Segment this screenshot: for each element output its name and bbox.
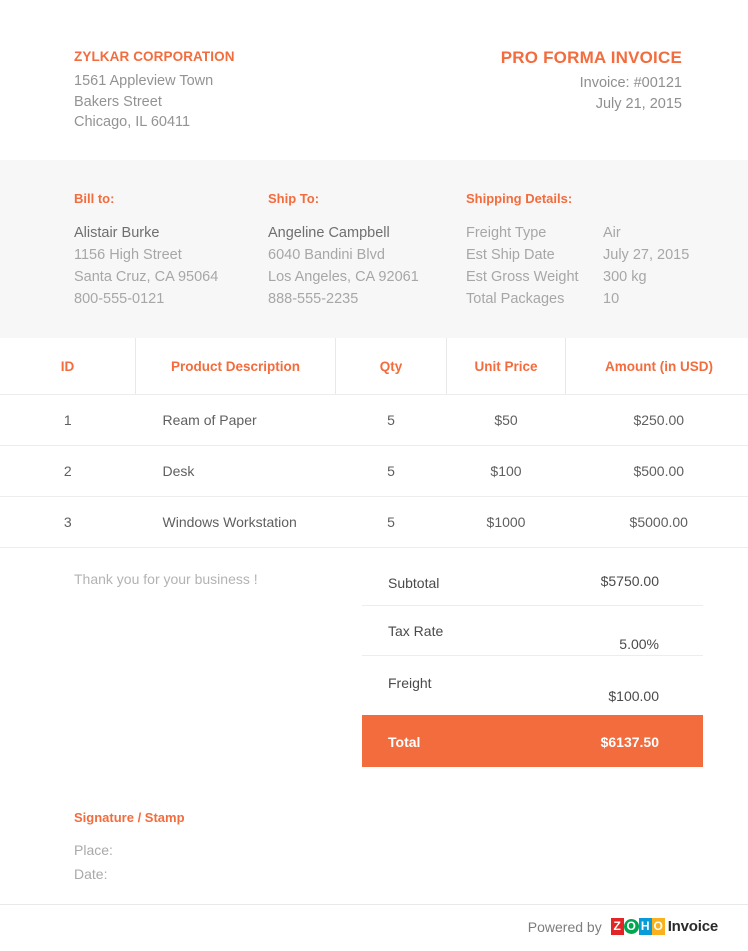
table-row — [0, 497, 748, 548]
cell-unit-price: $50 — [447, 395, 566, 446]
company-name: ZYLKAR CORPORATION — [74, 49, 235, 64]
line-items-body — [0, 395, 748, 548]
cell-amount: $250.00 — [566, 395, 748, 446]
invoice-number: Invoice: #00121 — [579, 75, 682, 91]
bill-to-line: 1156 High Street — [74, 247, 182, 263]
shipping-detail-value: 300 kg — [603, 269, 647, 285]
freight-value: $100.00 — [608, 688, 659, 704]
invoice-header — [0, 0, 748, 160]
column-header-description: Product Description — [136, 338, 336, 395]
bill-to-phone: 800-555-0121 — [74, 291, 165, 307]
totals-block — [362, 556, 703, 705]
cell-description: Ream of Paper — [136, 395, 336, 446]
tax-rate-label: Tax Rate — [388, 623, 444, 639]
cell-description: Desk — [136, 446, 336, 497]
sender-block — [74, 47, 235, 133]
cell-unit-price: $100 — [447, 446, 566, 497]
bill-to-title: Bill to: — [74, 191, 115, 206]
signature-block — [74, 809, 185, 886]
total-value: $6137.50 — [600, 734, 659, 750]
tax-rate-value: 5.00% — [619, 636, 659, 652]
shipping-detail-row — [466, 266, 689, 288]
table-header-row — [0, 338, 748, 395]
line-items-table — [0, 338, 748, 548]
cell-unit-price: $1000 — [447, 497, 566, 548]
invoice-date: July 21, 2015 — [595, 95, 682, 112]
shipping-detail-key: Total Packages — [466, 291, 565, 307]
footer-divider — [0, 904, 748, 905]
subtotal-value: $5750.00 — [600, 573, 659, 589]
freight-label: Freight — [388, 675, 432, 691]
cell-id: 1 — [0, 395, 136, 446]
column-header-qty: Qty — [336, 338, 447, 395]
shipping-detail-key: Freight Type — [466, 225, 547, 241]
cell-qty: 5 — [336, 497, 447, 548]
ship-to-line: 6040 Bandini Blvd — [268, 247, 385, 263]
signature-date-label: Date: — [74, 866, 108, 882]
cell-amount: $5000.00 — [566, 497, 748, 548]
total-bar — [362, 715, 703, 767]
powered-by-footer — [528, 918, 718, 935]
cell-id: 2 — [0, 446, 136, 497]
shipping-detail-value: July 27, 2015 — [603, 247, 690, 263]
shipping-detail-row — [466, 244, 689, 266]
zoho-tile-o2: O — [653, 919, 663, 933]
signature-title: Signature / Stamp — [74, 810, 185, 825]
shipping-detail-row — [466, 222, 689, 244]
subtotal-label: Subtotal — [388, 575, 440, 591]
shipping-detail-key: Est Gross Weight — [466, 269, 579, 285]
ship-to-line: Los Angeles, CA 92061 — [268, 269, 419, 285]
column-header-amount: Amount (in USD) — [566, 338, 748, 395]
company-address-line: Bakers Street — [74, 93, 162, 110]
parties-band — [0, 160, 748, 338]
zoho-brand-word: Invoice — [667, 918, 718, 935]
cell-qty: 5 — [336, 395, 447, 446]
thank-you-note: Thank you for your business ! — [74, 571, 258, 587]
cell-amount: $500.00 — [566, 446, 748, 497]
bill-to-line: Santa Cruz, CA 95064 — [74, 269, 219, 285]
totals-row-freight — [362, 656, 703, 705]
totals-row-tax-rate — [362, 606, 703, 656]
cell-id: 3 — [0, 497, 136, 548]
table-row — [0, 395, 748, 446]
bill-to-block — [74, 190, 218, 310]
zoho-letter-tiles — [611, 918, 665, 935]
table-row — [0, 446, 748, 497]
zoho-tile-o1: O — [624, 919, 639, 934]
column-header-id: ID — [0, 338, 136, 395]
company-address-line: Chicago, IL 60411 — [74, 114, 191, 130]
signature-place-label: Place: — [74, 842, 113, 858]
zoho-tile-h: H — [639, 918, 652, 935]
totals-row-subtotal — [362, 556, 703, 606]
shipping-detail-row — [466, 288, 689, 310]
shipping-detail-value: 10 — [603, 291, 620, 307]
ship-to-title: Ship To: — [268, 191, 320, 206]
shipping-details-block — [466, 190, 689, 310]
cell-description: Windows Workstation — [136, 497, 336, 548]
total-label: Total — [388, 734, 421, 750]
zoho-logo — [611, 918, 718, 935]
column-header-unit-price: Unit Price — [447, 338, 566, 395]
invoice-meta-block — [501, 47, 682, 114]
shipping-detail-key: Est Ship Date — [466, 247, 555, 263]
shipping-detail-value: Air — [603, 225, 621, 241]
line-items-header — [0, 338, 748, 395]
cell-qty: 5 — [336, 446, 447, 497]
powered-by-label: Powered by — [527, 918, 602, 935]
ship-to-name: Angeline Campbell — [268, 225, 390, 241]
ship-to-phone: 888-555-2235 — [268, 291, 359, 307]
shipping-details-title: Shipping Details: — [466, 191, 573, 206]
zoho-tile-z: Z — [611, 918, 624, 935]
document-title: PRO FORMA INVOICE — [500, 48, 682, 67]
bill-to-name: Alistair Burke — [74, 225, 160, 241]
company-address-line: 1561 Appleview Town — [74, 73, 214, 89]
ship-to-block — [268, 190, 419, 310]
